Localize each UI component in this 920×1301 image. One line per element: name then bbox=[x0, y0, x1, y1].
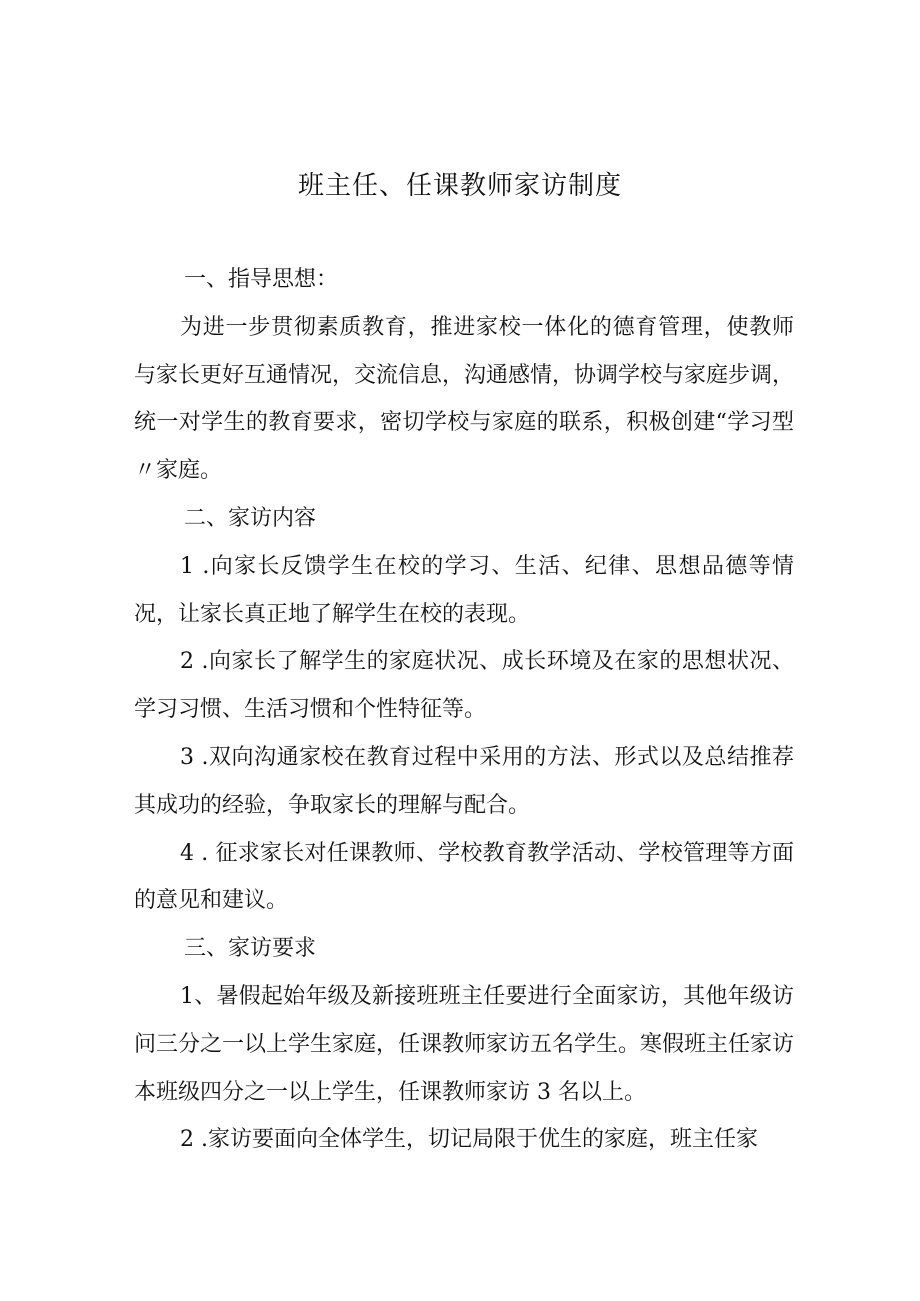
document-title: 班主任、任课教师家访制度 bbox=[297, 171, 622, 201]
list-item-requirement-1: 1、暑假起始年级及新接班班主任要进行全面家访，其他年级访问三分之一以上学生家庭，任课教师家访五名学生。寒假班主任家访本班级四分之一以上学生，任课教师家访 3 名以上。 bbox=[134, 983, 795, 1105]
section-heading-visit-requirements: 三、家访要求 bbox=[184, 936, 317, 962]
list-item-content-3: 3 .双向沟通家校在教育过程中采用的方法、形式以及总结推荐其成功的经验，争取家长的理解与配合。 bbox=[134, 744, 794, 818]
document-body bbox=[134, 256, 794, 1164]
list-item-content-1: 1 .向家长反馈学生在校的学习、生活、纪律、思想品德等情况，让家长真正地了解学生在校的表现。 bbox=[134, 553, 794, 627]
section-heading-guiding-ideology: 一、指导思想： bbox=[184, 267, 339, 292]
section-heading-visit-content: 二、家访内容 bbox=[184, 505, 317, 531]
list-item-requirement-2: 2 .家访要面向全体学生，切记局限于优生的家庭，班主任家 bbox=[180, 1127, 758, 1153]
list-item-content-4: 4 . 征求家长对任课教师、学校教育教学活动、学校管理等方面的意见和建议。 bbox=[134, 840, 794, 914]
list-item-content-2: 2 .向家长了解学生的家庭状况、成长环境及在家的思想状况、学习习惯、生活习惯和个性特征等。 bbox=[134, 649, 794, 723]
paragraph-guiding-ideology: 为进一步贯彻素质教育，推进家校一体化的德育管理，使教师与家长更好互通情况，交流信息，沟通感情，协调学校与家庭步调，统一对学生的教育要求，密切学校与家庭的联系，积极创建“学习型〃家庭。 bbox=[134, 314, 795, 484]
